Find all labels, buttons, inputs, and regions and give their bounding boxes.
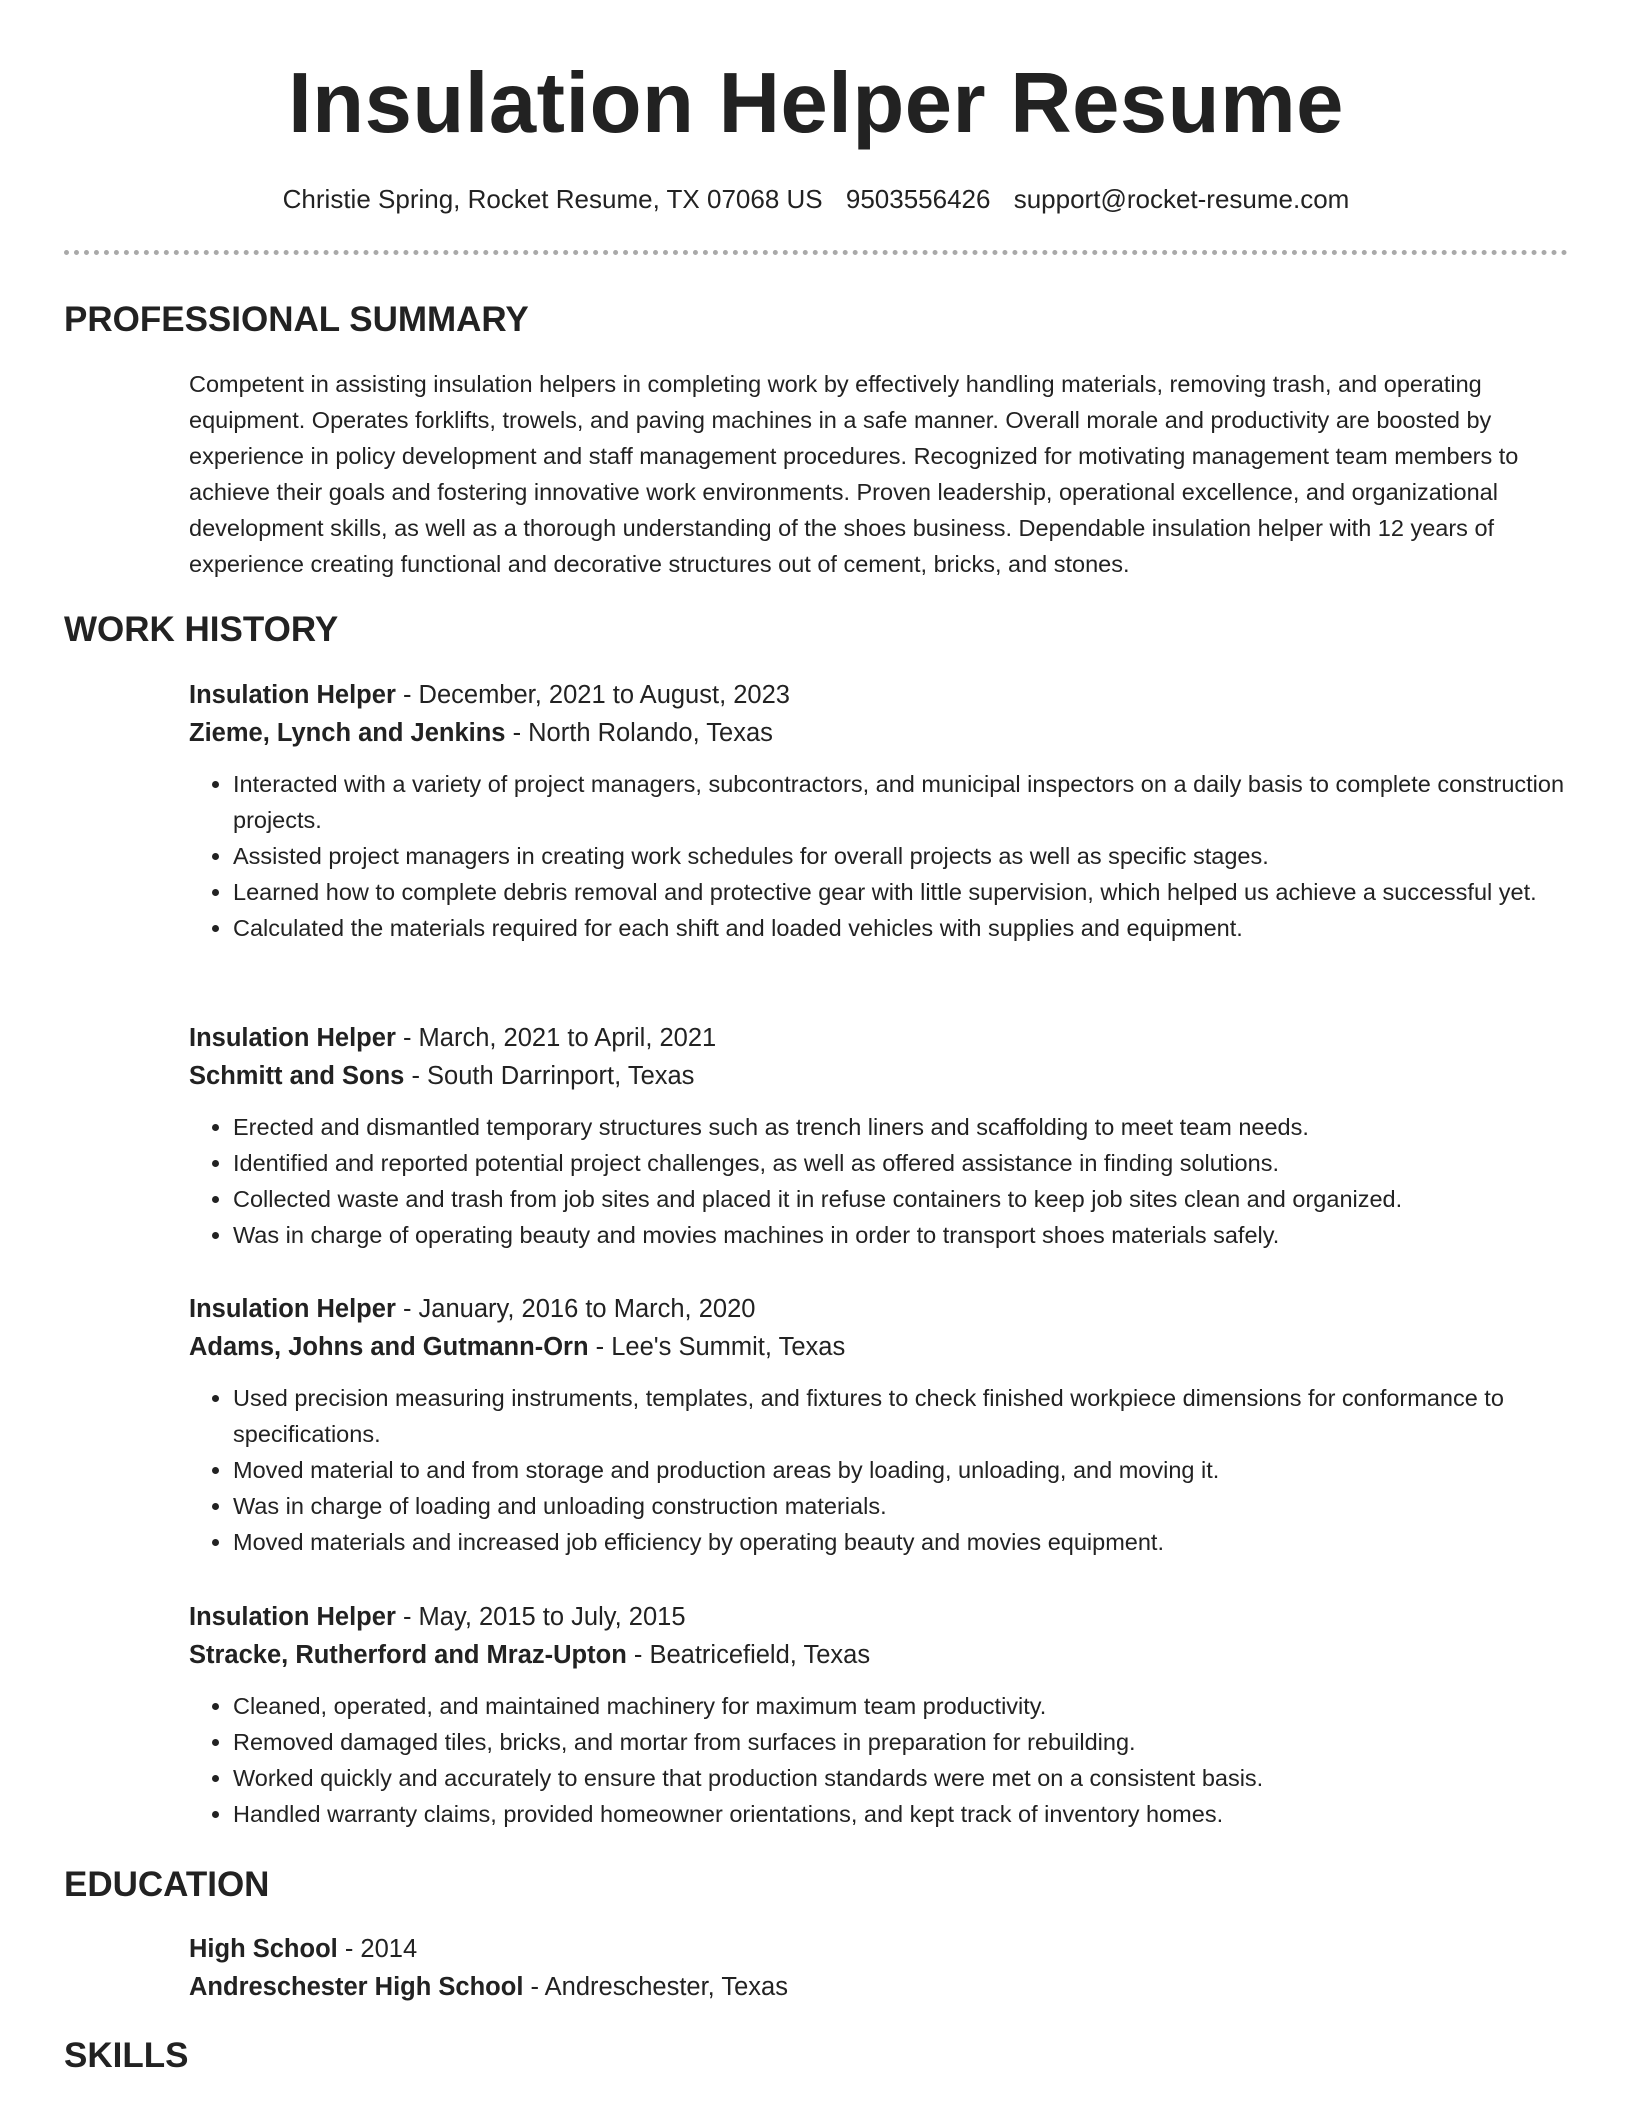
job-bullet: • Identified and reported potential project challenges, as well as offered assistance in finding solutions. [233,1145,1569,1181]
job-location: - South Darrinport, Texas [404,1062,695,1090]
education-school-line [189,1968,1569,2006]
contact-email: support@rocket-resume.com [1013,184,1350,214]
job-title-line [189,1019,1569,1057]
job-dates: - December, 2021 to August, 2023 [395,681,790,709]
job-dates: - March, 2021 to April, 2021 [395,1024,717,1052]
education-entry [189,1930,1569,2006]
job-bullet: • Assisted project managers in creating work schedules for overall projects as well as specific stages. [233,838,1569,874]
job-entry [189,1598,1569,1832]
job-entry [189,1290,1569,1560]
education-location: - Andreschester, Texas [523,1973,788,2001]
job-bullet-list [189,1380,1569,1560]
job-title-line [189,1598,1569,1636]
job-bullet: • Used precision measuring instruments, templates, and fixtures to check finished workpiece dimensions for conformance to specifications. [233,1380,1569,1452]
education-degree-line [189,1930,1569,1968]
job-location: - Lee's Summit, Texas [588,1333,846,1361]
job-company: Adams, Johns and Gutmann-Orn [189,1333,589,1361]
section-heading-education: EDUCATION [64,1865,270,1904]
job-company-line [189,714,1569,752]
job-dates: - May, 2015 to July, 2015 [395,1603,686,1631]
education-year: - 2014 [337,1935,418,1963]
job-location: - Beatricefield, Texas [626,1641,871,1669]
job-bullet-list [189,1688,1569,1832]
section-heading-skills: SKILLS [64,2036,189,2075]
contact-line [0,182,1632,216]
job-company-line [189,1057,1569,1095]
job-dates: - January, 2016 to March, 2020 [395,1295,756,1323]
job-entry [189,1019,1569,1253]
job-title-line [189,1290,1569,1328]
job-bullet: • Collected waste and trash from job sites and placed it in refuse containers to keep job sites clean and organized. [233,1181,1569,1217]
job-bullet: • Handled warranty claims, provided homeowner orientations, and kept track of inventory homes. [233,1796,1569,1832]
section-heading-work-history: WORK HISTORY [64,610,339,649]
job-company-line [189,1328,1569,1366]
job-bullet: • Was in charge of operating beauty and movies machines in order to transport shoes materials safely. [233,1217,1569,1253]
job-bullet: • Moved material to and from storage and production areas by loading, unloading, and moving it. [233,1452,1569,1488]
job-company: Schmitt and Sons [189,1062,405,1090]
job-bullet-list [189,1109,1569,1253]
job-entry [189,676,1569,946]
job-bullet: • Calculated the materials required for each shift and loaded vehicles with supplies and equipment. [233,910,1569,946]
job-title: Insulation Helper [189,681,396,709]
job-bullet: • Interacted with a variety of project managers, subcontractors, and municipal inspectors on a daily basis to complete construction projects. [233,766,1569,838]
job-title: Insulation Helper [189,1295,396,1323]
job-bullet-list [189,766,1569,946]
job-company-line [189,1636,1569,1674]
summary-text: Competent in assisting insulation helpers in completing work by effectively handling materials, removing trash, and operating equipment. Operates forklifts, trowels, and paving machines in a safe manner. Overall morale and productivity are boosted by experience in policy development and staff management procedures. Recognized for motivating management team members to achieve their goals and fostering innovative work environments. Proven leadership, operational excellence, and organizational development skills, as well as a thorough understanding of the shoes business. Dependable insulation helper with 12 years of experience creating functional and decorative structures out of cement, bricks, and stones. [189,371,1519,577]
job-bullet: • Worked quickly and accurately to ensure that production standards were met on a consistent basis. [233,1760,1569,1796]
job-bullet: • Removed damaged tiles, bricks, and mortar from surfaces in preparation for rebuilding. [233,1724,1569,1760]
job-location: - North Rolando, Texas [505,719,773,747]
job-title-line [189,676,1569,714]
job-bullet: • Learned how to complete debris removal and protective gear with little supervision, which helped us achieve a successful yet. [233,874,1569,910]
job-title: Insulation Helper [189,1024,396,1052]
contact-phone: 9503556426 [845,184,991,214]
education-school: Andreschester High School [189,1973,524,2001]
job-bullet: • Was in charge of loading and unloading construction materials. [233,1488,1569,1524]
job-bullet: • Erected and dismantled temporary structures such as trench liners and scaffolding to meet team needs. [233,1109,1569,1145]
job-title: Insulation Helper [189,1603,396,1631]
section-heading-summary: PROFESSIONAL SUMMARY [64,300,529,339]
job-company: Stracke, Rutherford and Mraz-Upton [189,1641,627,1669]
header-divider [64,250,1568,255]
contact-address: Christie Spring, Rocket Resume, TX 07068 US [282,184,823,214]
job-company: Zieme, Lynch and Jenkins [189,719,506,747]
job-bullet: • Moved materials and increased job efficiency by operating beauty and movies equipment. [233,1524,1569,1560]
job-bullet: • Cleaned, operated, and maintained machinery for maximum team productivity. [233,1688,1569,1724]
education-degree: High School [189,1935,338,1963]
resume-title: Insulation Helper Resume [288,56,1344,151]
